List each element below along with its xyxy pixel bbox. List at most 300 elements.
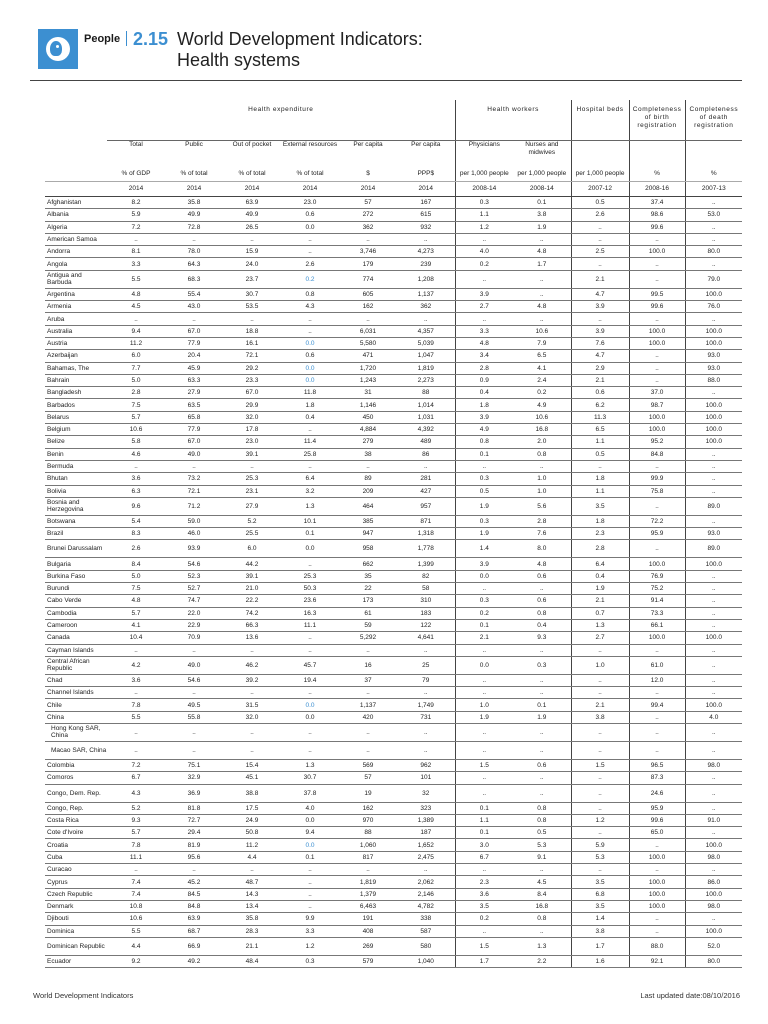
table-cell: .. <box>165 864 223 876</box>
table-cell: 21.1 <box>223 937 281 955</box>
table-cell: 9.4 <box>107 325 165 337</box>
country-name: Austria <box>45 337 107 349</box>
unit-header: $ <box>339 167 397 182</box>
table-cell: 75.1 <box>165 759 223 771</box>
table-cell: .. <box>571 233 629 245</box>
table-cell: .. <box>339 460 397 472</box>
table-cell: 450 <box>339 411 397 423</box>
table-cell: 5,580 <box>339 337 397 349</box>
table-cell: .. <box>513 772 571 784</box>
table-cell: 86 <box>397 448 455 460</box>
table-row <box>45 888 742 900</box>
table-row <box>45 827 742 839</box>
table-cell: 179 <box>339 258 397 270</box>
table-cell: 67.0 <box>165 436 223 448</box>
table-cell: 0.0 <box>281 221 339 233</box>
table-cell: .. <box>223 687 281 699</box>
table-row <box>45 632 742 644</box>
unit-header: % of GDP <box>107 167 165 182</box>
table-cell: 1.9 <box>513 711 571 723</box>
country-name: Bosnia and Herzegovina <box>45 497 107 515</box>
table-cell: .. <box>685 656 742 674</box>
table-row <box>45 802 742 814</box>
country-name: Afghanistan <box>45 197 107 209</box>
table-cell: 52.7 <box>165 583 223 595</box>
table-cell: 11.4 <box>281 436 339 448</box>
table-cell: .. <box>165 313 223 325</box>
table-cell: 21.0 <box>223 583 281 595</box>
table-cell: .. <box>513 583 571 595</box>
table-cell: 3.9 <box>571 325 629 337</box>
table-cell: 7.7 <box>107 362 165 374</box>
table-cell: .. <box>685 784 742 802</box>
year-header: 2014 <box>107 182 165 197</box>
table-cell: 4.9 <box>513 399 571 411</box>
table-cell: 98.7 <box>629 399 685 411</box>
table-cell: .. <box>281 644 339 656</box>
table-cell: 0.0 <box>281 814 339 826</box>
table-cell: 100.0 <box>629 411 685 423</box>
table-cell: 0.1 <box>455 448 513 460</box>
table-cell: 4,392 <box>397 424 455 436</box>
table-cell: 1.0 <box>455 699 513 711</box>
table-cell: 10.6 <box>107 913 165 925</box>
table-cell: 817 <box>339 851 397 863</box>
table-cell: 0.2 <box>455 913 513 925</box>
table-cell: 0.8 <box>455 436 513 448</box>
table-cell: 100.0 <box>685 699 742 711</box>
table-cell: .. <box>513 723 571 741</box>
group-hospital-beds: Hospital beds <box>571 100 629 141</box>
table-cell: 100.0 <box>629 888 685 900</box>
table-cell: 2.1 <box>571 374 629 386</box>
country-name: Bhutan <box>45 473 107 485</box>
table-cell: .. <box>685 913 742 925</box>
table-cell: 6.7 <box>107 772 165 784</box>
table-cell: .. <box>629 644 685 656</box>
table-row <box>45 362 742 374</box>
table-cell: 1,060 <box>339 839 397 851</box>
table-row <box>45 644 742 656</box>
country-name: American Samoa <box>45 233 107 245</box>
table-cell: 54.6 <box>165 558 223 570</box>
table-cell: 4,357 <box>397 325 455 337</box>
header-divider <box>126 31 127 46</box>
table-cell: 1.0 <box>571 656 629 674</box>
country-name: Channel Islands <box>45 687 107 699</box>
table-row <box>45 913 742 925</box>
table-cell: 25 <box>397 656 455 674</box>
table-cell: 96.5 <box>629 759 685 771</box>
table-cell: .. <box>685 387 742 399</box>
table-cell: 4.8 <box>513 558 571 570</box>
table-cell: 279 <box>339 436 397 448</box>
table-cell: 4.8 <box>107 595 165 607</box>
table-cell: 0.6 <box>281 209 339 221</box>
table-cell: 74.7 <box>165 595 223 607</box>
table-cell: 3.3 <box>455 325 513 337</box>
table-cell: 100.0 <box>629 900 685 912</box>
table-cell: 1,720 <box>339 362 397 374</box>
unit-header: per 1,000 people <box>455 167 513 182</box>
table-cell: 385 <box>339 515 397 527</box>
table-cell: 0.1 <box>513 197 571 209</box>
table-cell: 281 <box>397 473 455 485</box>
table-cell: .. <box>339 864 397 876</box>
table-cell: 100.0 <box>629 876 685 888</box>
country-name: Cameroon <box>45 619 107 631</box>
table-cell: .. <box>685 515 742 527</box>
table-cell: .. <box>629 313 685 325</box>
table-cell: 1.9 <box>571 583 629 595</box>
table-cell: 2.8 <box>107 387 165 399</box>
table-cell: 93.0 <box>685 528 742 540</box>
table-cell: 471 <box>339 350 397 362</box>
table-cell: 4.7 <box>571 288 629 300</box>
table-cell: 20.4 <box>165 350 223 362</box>
table-cell: 75.8 <box>629 485 685 497</box>
table-cell: 580 <box>397 937 455 955</box>
table-cell: 74.2 <box>223 607 281 619</box>
table-cell: .. <box>571 802 629 814</box>
table-row <box>45 209 742 221</box>
table-cell: 88 <box>339 827 397 839</box>
table-cell: .. <box>685 827 742 839</box>
table-cell: 65.8 <box>165 411 223 423</box>
table-cell: 58 <box>397 583 455 595</box>
table-cell: 17.8 <box>223 424 281 436</box>
table-cell: 76.0 <box>685 301 742 313</box>
subheader: Physicians <box>455 141 513 168</box>
table-cell: 4.0 <box>281 802 339 814</box>
table-cell: 5.7 <box>107 411 165 423</box>
table-cell: 5.6 <box>513 497 571 515</box>
table-cell: 91.4 <box>629 595 685 607</box>
table-cell: .. <box>107 644 165 656</box>
table-cell: 1.3 <box>281 497 339 515</box>
table-cell: 16 <box>339 656 397 674</box>
table-cell: 50.3 <box>281 583 339 595</box>
table-cell: .. <box>513 288 571 300</box>
table-cell: 55.4 <box>165 288 223 300</box>
unit-header: % <box>685 167 742 182</box>
table-cell: 1,379 <box>339 888 397 900</box>
table-cell: 23.1 <box>223 485 281 497</box>
table-cell: 86.0 <box>685 876 742 888</box>
table-row <box>45 337 742 349</box>
table-cell: .. <box>629 270 685 288</box>
table-cell: .. <box>455 741 513 759</box>
table-cell: 3.5 <box>455 900 513 912</box>
table-cell: 1.3 <box>281 759 339 771</box>
table-cell: .. <box>685 233 742 245</box>
table-cell: 13.4 <box>223 900 281 912</box>
table-cell: 100.0 <box>629 558 685 570</box>
table-cell: 1,014 <box>397 399 455 411</box>
table-cell: 99.9 <box>629 473 685 485</box>
table-cell: 5,039 <box>397 337 455 349</box>
table-cell: .. <box>685 619 742 631</box>
table-cell: 0.6 <box>513 570 571 582</box>
table-cell: .. <box>513 784 571 802</box>
table-cell: 100.0 <box>685 558 742 570</box>
table-cell: 8.3 <box>107 528 165 540</box>
table-cell: .. <box>223 233 281 245</box>
table-cell: 11.2 <box>107 337 165 349</box>
table-cell: .. <box>165 460 223 472</box>
table-cell: 100.0 <box>685 411 742 423</box>
table-cell: 73.3 <box>629 607 685 619</box>
table-row <box>45 839 742 851</box>
country-name: Australia <box>45 325 107 337</box>
subheader: Per capita <box>353 141 383 148</box>
table-cell: .. <box>571 460 629 472</box>
table-cell: 6.5 <box>571 424 629 436</box>
table-cell: 774 <box>339 270 397 288</box>
table-cell: 11.3 <box>571 411 629 423</box>
country-name: Armenia <box>45 301 107 313</box>
table-cell: 25.5 <box>223 528 281 540</box>
table-cell: 2.7 <box>571 632 629 644</box>
table-cell: .. <box>513 741 571 759</box>
table-cell: 100.0 <box>629 424 685 436</box>
table-cell: .. <box>685 570 742 582</box>
table-cell: 0.4 <box>571 570 629 582</box>
table-cell: 10.1 <box>281 515 339 527</box>
table-cell: .. <box>455 864 513 876</box>
table-cell: 0.0 <box>281 540 339 558</box>
table-cell: 615 <box>397 209 455 221</box>
table-cell: .. <box>107 741 165 759</box>
table-cell: 0.0 <box>281 337 339 349</box>
table-cell: 1.4 <box>455 540 513 558</box>
table-cell: 57 <box>339 197 397 209</box>
table-cell: 54.6 <box>165 674 223 686</box>
country-name: Cyprus <box>45 876 107 888</box>
table-cell: 4.3 <box>281 301 339 313</box>
table-cell: 100.0 <box>629 851 685 863</box>
table-cell: 16.3 <box>281 607 339 619</box>
table-cell: 3.9 <box>571 301 629 313</box>
table-cell: .. <box>455 270 513 288</box>
table-cell: 79.0 <box>685 270 742 288</box>
table-cell: 50.8 <box>223 827 281 839</box>
table-cell: 5.7 <box>107 607 165 619</box>
table-cell: 44.2 <box>223 558 281 570</box>
year-header: 2008-16 <box>629 182 685 197</box>
table-cell: 0.7 <box>571 607 629 619</box>
table-cell: 0.4 <box>281 411 339 423</box>
table-cell: 9.4 <box>281 827 339 839</box>
table-cell: 3.3 <box>281 925 339 937</box>
table-cell: 35 <box>339 570 397 582</box>
table-cell: 93.0 <box>685 362 742 374</box>
table-cell: 0.3 <box>513 656 571 674</box>
table-cell: 9.9 <box>281 913 339 925</box>
table-cell: .. <box>339 741 397 759</box>
table-cell: 0.0 <box>455 570 513 582</box>
table-cell: 82 <box>397 570 455 582</box>
table-cell: .. <box>685 772 742 784</box>
table-cell: 72.7 <box>165 814 223 826</box>
table-cell: 7.5 <box>107 583 165 595</box>
table-cell: .. <box>281 424 339 436</box>
table-cell: 72.1 <box>223 350 281 362</box>
table-cell: 19.4 <box>281 674 339 686</box>
table-cell: .. <box>339 687 397 699</box>
table-cell: 49.0 <box>165 448 223 460</box>
table-row <box>45 350 742 362</box>
table-cell: 6.4 <box>571 558 629 570</box>
table-cell: 0.8 <box>513 802 571 814</box>
table-row <box>45 674 742 686</box>
table-cell: .. <box>397 644 455 656</box>
table-cell: 0.0 <box>455 656 513 674</box>
table-cell: 49.0 <box>165 656 223 674</box>
table-cell: 49.9 <box>165 209 223 221</box>
table-cell: 95.9 <box>629 802 685 814</box>
country-name: Argentina <box>45 288 107 300</box>
country-name: Botswana <box>45 515 107 527</box>
table-cell: 10.6 <box>513 325 571 337</box>
table-cell: 3.8 <box>571 711 629 723</box>
table-cell: .. <box>455 460 513 472</box>
table-cell: 3.6 <box>455 888 513 900</box>
table-cell: .. <box>397 864 455 876</box>
table-cell: 1,819 <box>397 362 455 374</box>
table-cell: .. <box>629 460 685 472</box>
table-cell: .. <box>455 644 513 656</box>
table-cell: 2.2 <box>513 955 571 967</box>
table-cell: .. <box>629 374 685 386</box>
table-cell: 84.8 <box>629 448 685 460</box>
table-row <box>45 851 742 863</box>
table-cell: 95.6 <box>165 851 223 863</box>
table-cell: 5.9 <box>107 209 165 221</box>
table-cell: 3.6 <box>107 473 165 485</box>
table-cell: .. <box>629 839 685 851</box>
table-cell: .. <box>107 723 165 741</box>
table-row <box>45 583 742 595</box>
table-cell: 0.3 <box>455 473 513 485</box>
table-cell: .. <box>685 197 742 209</box>
country-name: Dominica <box>45 925 107 937</box>
table-cell: .. <box>571 723 629 741</box>
table-cell: 4.8 <box>107 288 165 300</box>
table-row <box>45 558 742 570</box>
table-cell: 0.8 <box>281 288 339 300</box>
table-cell: .. <box>397 233 455 245</box>
year-header: 2014 <box>223 182 281 197</box>
table-cell: 962 <box>397 759 455 771</box>
table-cell: .. <box>281 246 339 258</box>
table-cell: 23.0 <box>281 197 339 209</box>
table-cell: 63.3 <box>165 374 223 386</box>
country-name: Cayman Islands <box>45 644 107 656</box>
table-row <box>45 424 742 436</box>
table-cell: .. <box>281 723 339 741</box>
country-name: Burkina Faso <box>45 570 107 582</box>
table-row <box>45 270 742 288</box>
table-cell: 2.4 <box>513 374 571 386</box>
table-cell: 9.2 <box>107 955 165 967</box>
table-row <box>45 687 742 699</box>
table-cell: 1,243 <box>339 374 397 386</box>
table-cell: 72.1 <box>165 485 223 497</box>
table-cell: 420 <box>339 711 397 723</box>
table-cell: 100.0 <box>629 325 685 337</box>
table-cell: 70.9 <box>165 632 223 644</box>
table-cell: 25.8 <box>281 448 339 460</box>
table-cell: .. <box>571 741 629 759</box>
table-row <box>45 699 742 711</box>
table-cell: 1,137 <box>339 699 397 711</box>
table-cell: .. <box>107 687 165 699</box>
table-cell: 100.0 <box>685 436 742 448</box>
table-cell: .. <box>629 350 685 362</box>
table-cell: .. <box>571 313 629 325</box>
group-birth-registration: Completeness of birth registration <box>629 100 685 141</box>
country-name: Croatia <box>45 839 107 851</box>
table-cell: .. <box>629 233 685 245</box>
table-cell: .. <box>281 741 339 759</box>
table-cell: .. <box>165 233 223 245</box>
table-cell: .. <box>571 221 629 233</box>
table-cell: 32.0 <box>223 711 281 723</box>
table-cell: 31 <box>339 387 397 399</box>
table-cell: 1.7 <box>571 937 629 955</box>
table-cell: .. <box>281 900 339 912</box>
table-row <box>45 864 742 876</box>
country-name: Chad <box>45 674 107 686</box>
table-cell: 3.5 <box>571 497 629 515</box>
table-cell: 6.3 <box>107 485 165 497</box>
table-cell: 15.9 <box>223 246 281 258</box>
header-rule <box>30 80 742 81</box>
table-cell: 84.5 <box>165 888 223 900</box>
table-cell: 3.8 <box>571 925 629 937</box>
table-cell: .. <box>223 741 281 759</box>
country-name: Burundi <box>45 583 107 595</box>
table-cell: 99.6 <box>629 301 685 313</box>
table-cell: 24.0 <box>223 258 281 270</box>
table-cell: 37.8 <box>281 784 339 802</box>
table-cell: 5.8 <box>107 436 165 448</box>
table-cell: 0.2 <box>513 387 571 399</box>
table-row <box>45 814 742 826</box>
table-cell: .. <box>629 913 685 925</box>
table-cell: 8.4 <box>513 888 571 900</box>
country-name: Aruba <box>45 313 107 325</box>
table-cell: .. <box>685 258 742 270</box>
table-cell: 16.8 <box>513 424 571 436</box>
table-cell: .. <box>571 258 629 270</box>
table-cell: 2,146 <box>397 888 455 900</box>
table-cell: 1.0 <box>513 473 571 485</box>
table-cell: 11.2 <box>223 839 281 851</box>
table-cell: 100.0 <box>685 888 742 900</box>
country-name: Ecuador <box>45 955 107 967</box>
table-cell: 3.4 <box>455 350 513 362</box>
table-cell: 3.0 <box>455 839 513 851</box>
table-cell: .. <box>281 687 339 699</box>
table-cell: 39.1 <box>223 448 281 460</box>
country-name: Colombia <box>45 759 107 771</box>
table-row <box>45 570 742 582</box>
table-cell: 99.4 <box>629 699 685 711</box>
table-cell: 3.9 <box>455 288 513 300</box>
country-name: Curacao <box>45 864 107 876</box>
